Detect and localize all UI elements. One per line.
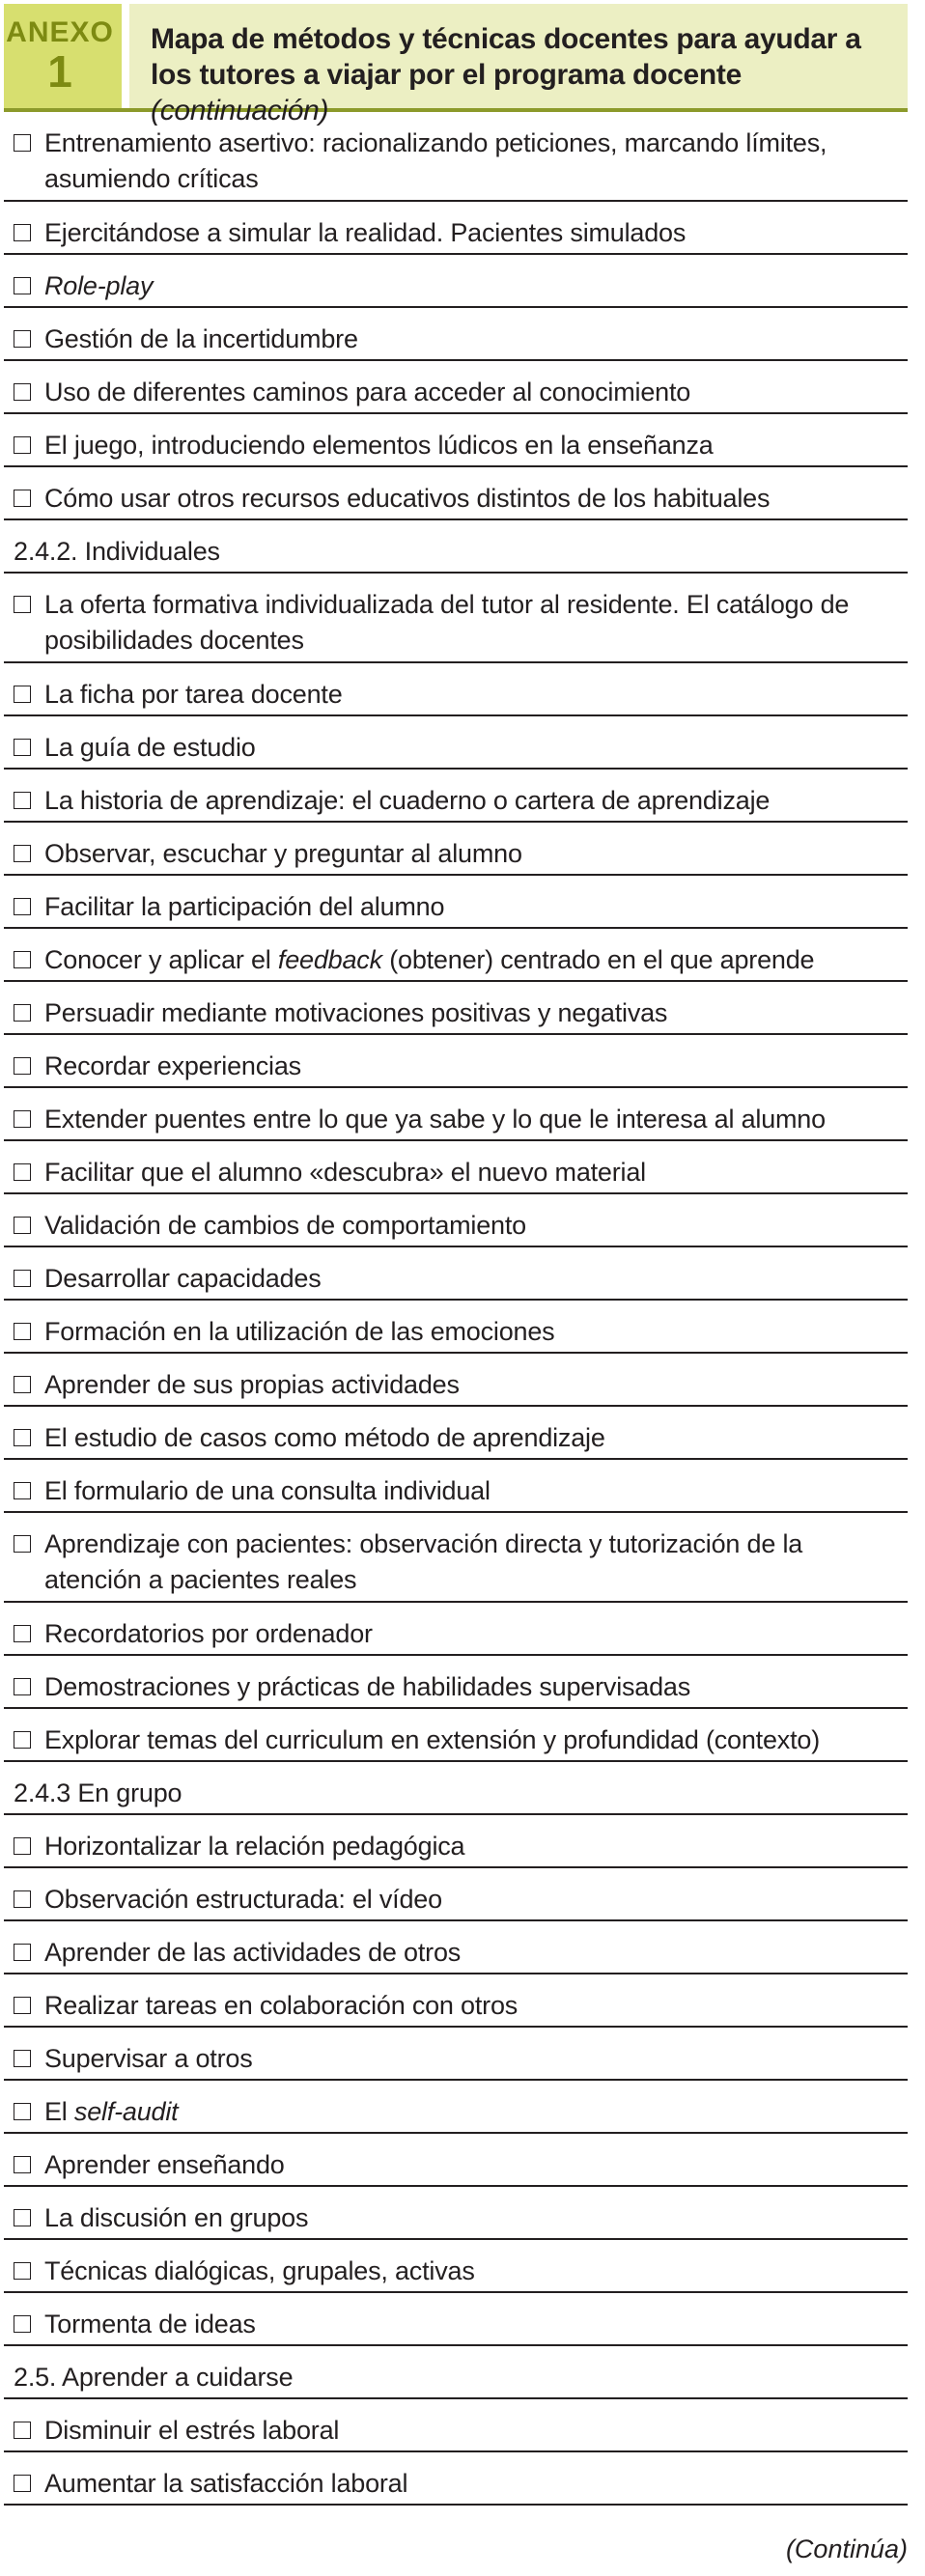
checkbox-icon[interactable] <box>14 2050 31 2067</box>
checkbox-icon[interactable] <box>14 1004 31 1022</box>
annex-badge <box>4 4 122 108</box>
section-heading: 2.4.2. Individuales <box>14 537 220 566</box>
label-fragment: self-audit <box>73 2097 179 2126</box>
checklist-item[interactable] <box>4 255 908 308</box>
checklist-item-label <box>44 942 898 978</box>
checklist-item[interactable] <box>4 1301 908 1354</box>
checklist-item-label: La historia de aprendizaje: el cuaderno o cartera de aprendizaje <box>44 786 771 815</box>
checkbox-icon[interactable] <box>14 2475 31 2492</box>
checklist-item[interactable] <box>4 2452 908 2506</box>
checkbox-icon[interactable] <box>14 436 31 454</box>
checklist-item[interactable] <box>4 1194 908 1247</box>
annex-number: 1 <box>47 46 72 97</box>
label-fragment: (obtener) centrado en el que aprende <box>381 945 815 974</box>
checkbox-icon[interactable] <box>14 2315 31 2333</box>
checklist-item[interactable] <box>4 1354 908 1407</box>
section-heading: 2.5. Aprender a cuidarse <box>14 2363 294 2392</box>
checkbox-icon[interactable] <box>14 739 31 756</box>
checklist-item-label: Formación en la utilización de las emociones <box>44 1317 555 1346</box>
checkbox-icon[interactable] <box>14 2422 31 2439</box>
checklist-item[interactable] <box>4 2399 908 2452</box>
continues-note: (Continúa) <box>785 2534 908 2563</box>
checklist-item-label: Extender puentes entre lo que ya sabe y lo que le interesa al alumno <box>44 1105 826 1134</box>
annex-title-box <box>122 4 908 126</box>
checklist-item-label: Recordatorios por ordenador <box>44 1619 373 1648</box>
checklist-item-label: Explorar temas del curriculum en extensión y profundidad (contexto) <box>44 1725 821 1754</box>
checklist-item-label: Observar, escuchar y preguntar al alumno <box>44 839 522 868</box>
section-heading-row <box>4 2346 908 2399</box>
checklist-item[interactable] <box>4 2081 908 2134</box>
checklist-item[interactable] <box>4 876 908 929</box>
annex-title-main: Mapa de métodos y técnicas docentes para ayudar a los tutores a viajar por el programa docente <box>151 23 861 91</box>
checklist-item[interactable] <box>4 1247 908 1301</box>
label-fragment: Conocer y aplicar el <box>44 945 278 974</box>
checklist-item[interactable] <box>4 2240 908 2293</box>
checkbox-icon[interactable] <box>14 1376 31 1393</box>
checklist-item[interactable] <box>4 574 908 663</box>
checklist-item-label: Facilitar que el alumno «descubra» el nuevo material <box>44 1158 646 1187</box>
checkbox-icon[interactable] <box>14 1163 31 1181</box>
checklist-item[interactable] <box>4 1868 908 1921</box>
checklist-item-label: Entrenamiento asertivo: racionalizando peticiones, marcando límites, asumiendo críticas <box>44 128 827 193</box>
checklist-item[interactable] <box>4 1035 908 1088</box>
checkbox-icon[interactable] <box>14 898 31 915</box>
checkbox-icon[interactable] <box>14 1057 31 1075</box>
checkbox-icon[interactable] <box>14 845 31 862</box>
checklist-item-label: Persuadir mediante motivaciones positivas y negativas <box>44 998 668 1027</box>
checklist-item[interactable] <box>4 716 908 770</box>
checklist-item[interactable] <box>4 1709 908 1762</box>
checklist-item-label: Aprender enseñando <box>44 2150 285 2179</box>
checklist-item-label <box>44 2094 898 2130</box>
checklist-item-label: La oferta formativa individualizada del tutor al residente. El catálogo de posibilidades docentes <box>44 590 850 655</box>
checklist-item-label: Role-play <box>44 271 154 300</box>
checkbox-icon[interactable] <box>14 224 31 241</box>
checklist-item-label: Aumentar la satisfacción laboral <box>44 2469 408 2498</box>
checkbox-icon[interactable] <box>14 490 31 507</box>
checkbox-icon[interactable] <box>14 1482 31 1499</box>
checklist-item[interactable] <box>4 982 908 1035</box>
checkbox-icon[interactable] <box>14 1944 31 1961</box>
checkbox-icon[interactable] <box>14 1429 31 1446</box>
checklist-item[interactable] <box>4 929 908 982</box>
checklist-item-label: Aprender de las actividades de otros <box>44 1938 462 1967</box>
checkbox-icon[interactable] <box>14 134 31 152</box>
checkbox-icon[interactable] <box>14 1837 31 1855</box>
checkbox-icon[interactable] <box>14 1217 31 1234</box>
checklist-item[interactable] <box>4 1974 908 2028</box>
checklist-item[interactable] <box>4 1088 908 1141</box>
checkbox-icon[interactable] <box>14 2209 31 2226</box>
checkbox-icon[interactable] <box>14 1731 31 1749</box>
checklist-item-label: Gestión de la incertidumbre <box>44 324 358 353</box>
checkbox-icon[interactable] <box>14 2156 31 2173</box>
checkbox-icon[interactable] <box>14 2262 31 2280</box>
checklist-item-label: Desarrollar capacidades <box>44 1264 322 1293</box>
checklist-item[interactable] <box>4 361 908 414</box>
checklist-item[interactable] <box>4 2134 908 2187</box>
checklist-item-label: Tormenta de ideas <box>44 2310 256 2338</box>
section-heading-row <box>4 1762 908 1815</box>
checklist-item-label: Disminuir el estrés laboral <box>44 2416 340 2445</box>
checklist-item[interactable] <box>4 2187 908 2240</box>
checklist-item-label: Horizontalizar la relación pedagógica <box>44 1832 465 1861</box>
checklist-item[interactable] <box>4 1407 908 1460</box>
methods-checklist <box>4 112 908 2506</box>
checkbox-icon[interactable] <box>14 1323 31 1340</box>
checklist-item[interactable] <box>4 112 908 202</box>
checklist-item[interactable] <box>4 467 908 520</box>
annex-title-continuation: (continuación) <box>151 95 329 126</box>
annex-label: ANEXO <box>6 16 114 48</box>
section-heading-row <box>4 520 908 574</box>
checklist-item[interactable] <box>4 1815 908 1868</box>
checkbox-icon[interactable] <box>14 1110 31 1128</box>
section-heading: 2.4.3 En grupo <box>14 1778 182 1807</box>
checklist-item[interactable] <box>4 1656 908 1709</box>
checklist-item-label: Supervisar a otros <box>44 2044 253 2073</box>
checkbox-icon[interactable] <box>14 2103 31 2120</box>
checklist-item[interactable] <box>4 308 908 361</box>
checklist-item[interactable] <box>4 414 908 467</box>
checklist-item-label: Aprender de sus propias actividades <box>44 1370 460 1399</box>
checklist-item[interactable] <box>4 2293 908 2346</box>
checklist-item-label: Observación estructurada: el vídeo <box>44 1885 442 1914</box>
checklist-item[interactable] <box>4 1603 908 1656</box>
checkbox-icon[interactable] <box>14 1890 31 1908</box>
checklist-item-label: El estudio de casos como método de aprendizaje <box>44 1423 605 1452</box>
checkbox-icon[interactable] <box>14 383 31 401</box>
checklist-item-label: La guía de estudio <box>44 733 256 762</box>
checklist-item[interactable] <box>4 1141 908 1194</box>
checklist-item-label: Ejercitándose a simular la realidad. Pacientes simulados <box>44 218 687 247</box>
checkbox-icon[interactable] <box>14 1270 31 1287</box>
checklist-item[interactable] <box>4 2028 908 2081</box>
checklist-item[interactable] <box>4 663 908 716</box>
checklist-item-label: Validación de cambios de comportamiento <box>44 1211 526 1240</box>
checkbox-icon[interactable] <box>14 686 31 703</box>
checkbox-icon[interactable] <box>14 1625 31 1642</box>
checkbox-icon[interactable] <box>14 1678 31 1695</box>
checklist-item-label: Uso de diferentes caminos para acceder al conocimiento <box>44 378 691 406</box>
checkbox-icon[interactable] <box>14 792 31 809</box>
checkbox-icon[interactable] <box>14 1535 31 1553</box>
checkbox-icon[interactable] <box>14 277 31 294</box>
checklist-item[interactable] <box>4 1460 908 1513</box>
checklist-item-label: Realizar tareas en colaboración con otros <box>44 1991 519 2020</box>
checklist-item-label: Recordar experiencias <box>44 1051 301 1080</box>
checklist-item-label: Facilitar la participación del alumno <box>44 892 445 921</box>
checklist-item-label: La discusión en grupos <box>44 2203 309 2232</box>
checklist-item-label: Aprendizaje con pacientes: observación directa y tutorización de la atención a pacientes reales <box>44 1529 803 1594</box>
checklist-item[interactable] <box>4 1921 908 1974</box>
label-fragment: El <box>44 2097 74 2126</box>
checkbox-icon[interactable] <box>14 1997 31 2014</box>
checklist-item-label: La ficha por tarea docente <box>44 680 343 709</box>
checklist-item-label: El formulario de una consulta individual <box>44 1476 491 1505</box>
checklist-item[interactable] <box>4 770 908 823</box>
checklist-item[interactable] <box>4 1513 908 1603</box>
annex-header <box>4 4 908 126</box>
checkbox-icon[interactable] <box>14 596 31 613</box>
checklist-item-label: El juego, introduciendo elementos lúdicos en la enseñanza <box>44 431 714 460</box>
checklist-item-label: Técnicas dialógicas, grupales, activas <box>44 2256 475 2285</box>
checklist-item[interactable] <box>4 823 908 876</box>
label-fragment: feedback <box>277 945 382 974</box>
checklist-item-label: Cómo usar otros recursos educativos distintos de los habituales <box>44 484 771 513</box>
checkbox-icon[interactable] <box>14 330 31 348</box>
checklist-item[interactable] <box>4 202 908 255</box>
checkbox-icon[interactable] <box>14 951 31 968</box>
checklist-item-label: Demostraciones y prácticas de habilidades supervisadas <box>44 1672 691 1701</box>
